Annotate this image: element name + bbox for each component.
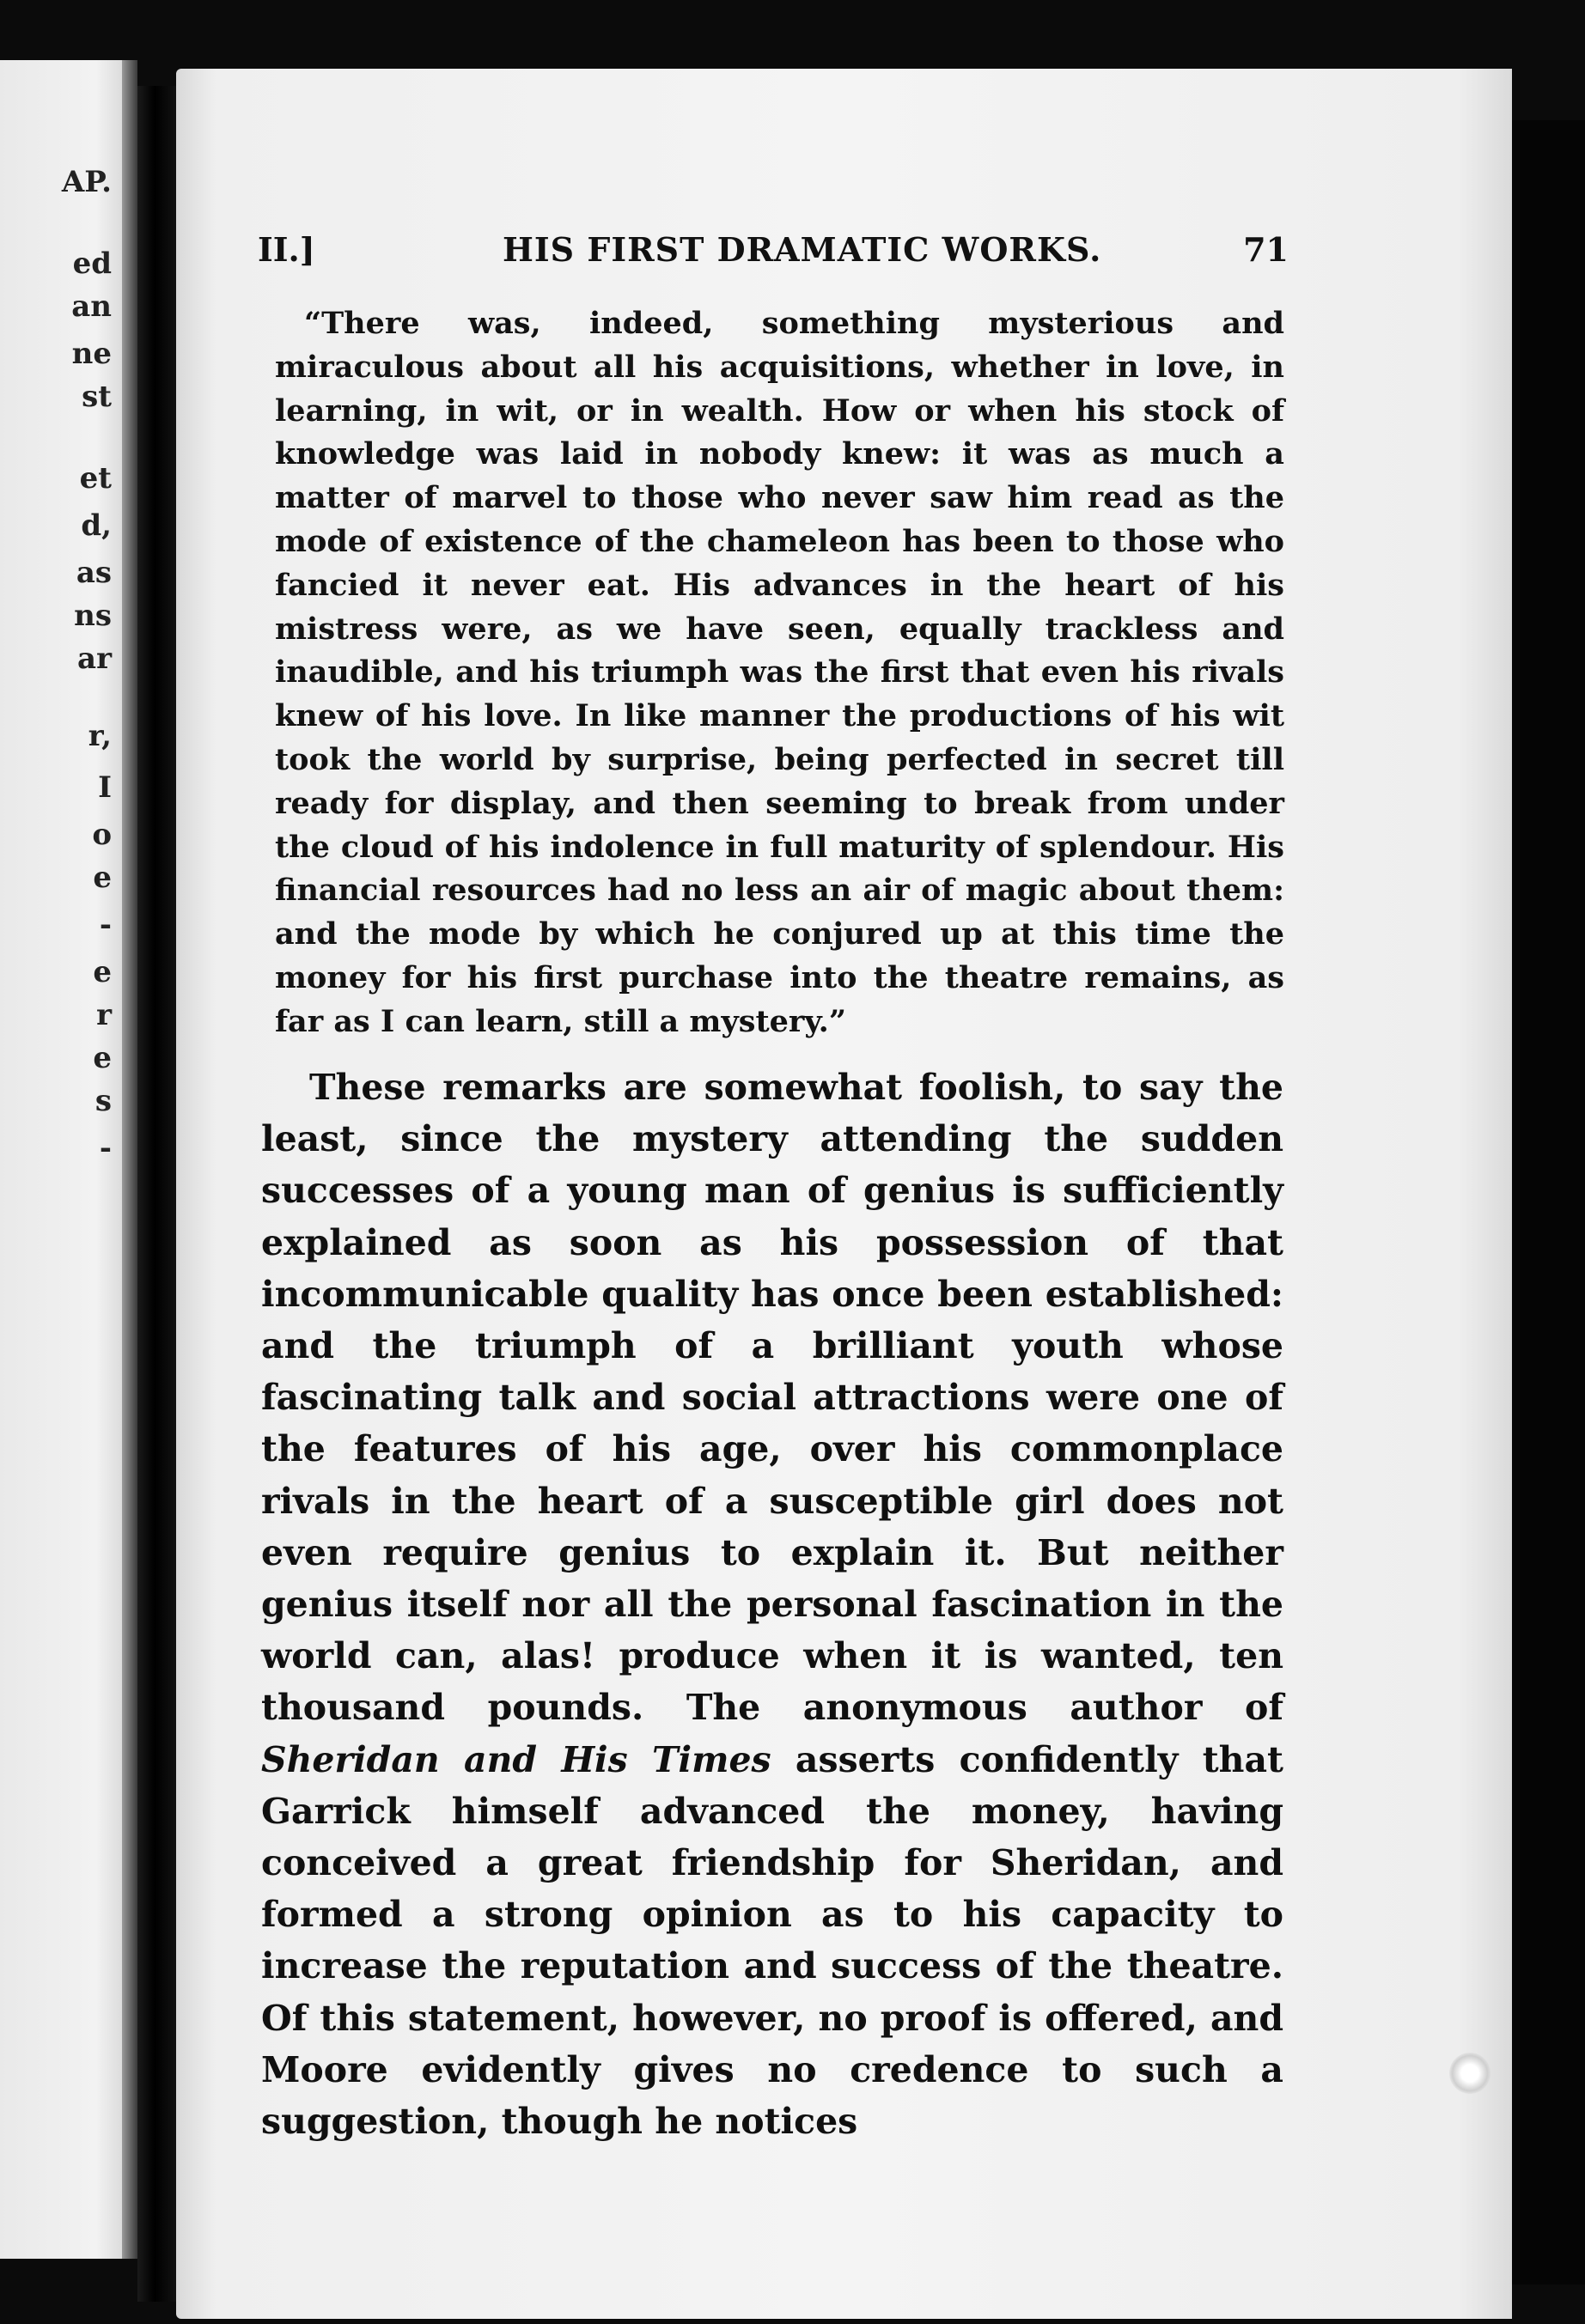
running-header	[258, 230, 1289, 282]
page-gutter	[122, 60, 137, 2259]
facing-page-fragment: ne	[71, 337, 112, 371]
facing-page-fragment: ar	[77, 642, 112, 676]
facing-page-fragment: as	[76, 556, 112, 590]
facing-page-fragment: I	[98, 770, 112, 805]
chapter-marker: II.]	[258, 230, 315, 269]
facing-page-fragment: r	[96, 998, 112, 1032]
facing-page-left	[0, 60, 137, 2259]
page-number: 71	[1243, 230, 1289, 269]
facing-page-fragment: r,	[88, 719, 112, 753]
facing-page-fragment: -	[99, 908, 112, 942]
book-title-italic: Sheridan and His Times	[261, 1738, 771, 1780]
running-title: HIS FIRST DRAMATIC WORKS.	[503, 230, 1102, 269]
facing-page-fragment: o	[92, 818, 112, 852]
facing-page-fragment: et	[79, 461, 112, 496]
facing-page-fragment: e	[93, 955, 112, 989]
page-edge-shadow	[1512, 120, 1585, 2284]
facing-page-fragment: st	[82, 380, 112, 414]
page-smudge	[1449, 2053, 1491, 2094]
body-text-part-1: These remarks are somewhat foolish, to say the least, since the mystery attending the sudden successes of a young man of genius is sufficiently explained as soon as his possession of that incommunicable quality has once been established: and the triumph of a brilliant youth whose fascinating talk and social attractions were one of the features of his age, over his commonplace rivals in the heart of a susceptible girl does not even require genius to explain it. But neither genius itself nor all the personal fascination in the world can, alas! produce when it is wanted, ten thousand pounds. The anonymous author of	[261, 1067, 1283, 1729]
book-spine	[137, 86, 180, 2302]
facing-page-fragment: ns	[74, 599, 112, 633]
facing-page-fragment: -	[99, 1131, 112, 1165]
facing-page-fragment: an	[71, 289, 112, 324]
facing-page-fragment: s	[94, 1084, 112, 1118]
facing-page-fragment: e	[93, 861, 112, 895]
block-quote: “There was, indeed, something mysterious and miraculous about all his acquisitions, whether in love, in learning, in wit, or in wealth. How or when his stock of knowledge was laid in nobody knew: it was as much a matter of marvel to those who never saw him read as the mode of existence of the chameleon has been to those who fancied it never eat. His advances in the heart of his mistress were, as we have seen, equally trackless and inaudible, and his triumph was the first that even his rivals knew of his love. In like manner the productions of his wit took the world by surprise, being perfected in secret till ready for display, and then seeming to break from under the cloud of his indolence in full maturity of splendour. His financial resources had no less an air of magic about them: and the mode by which he conjured up at this time the money for his first purchase into the theatre remains, as far as I can learn, still a mystery.”	[275, 306, 1284, 1039]
facing-page-fragment: ed	[72, 246, 112, 281]
body-paragraph	[261, 1062, 1283, 2147]
body-text-part-2: asserts confidently that Garrick himself advanced the money, having conceived a great friendship for Sheridan, and formed a strong opinion as to his capacity to increase the reputation and success of the theatre. Of this statement, however, no proof is offered, and Moore evidently gives no credence to such a suggestion, though he notices	[261, 1738, 1283, 2143]
facing-page-fragment: d,	[81, 508, 112, 543]
facing-page-fragment: e	[93, 1041, 112, 1075]
facing-page-fragment: AP.	[61, 165, 112, 199]
